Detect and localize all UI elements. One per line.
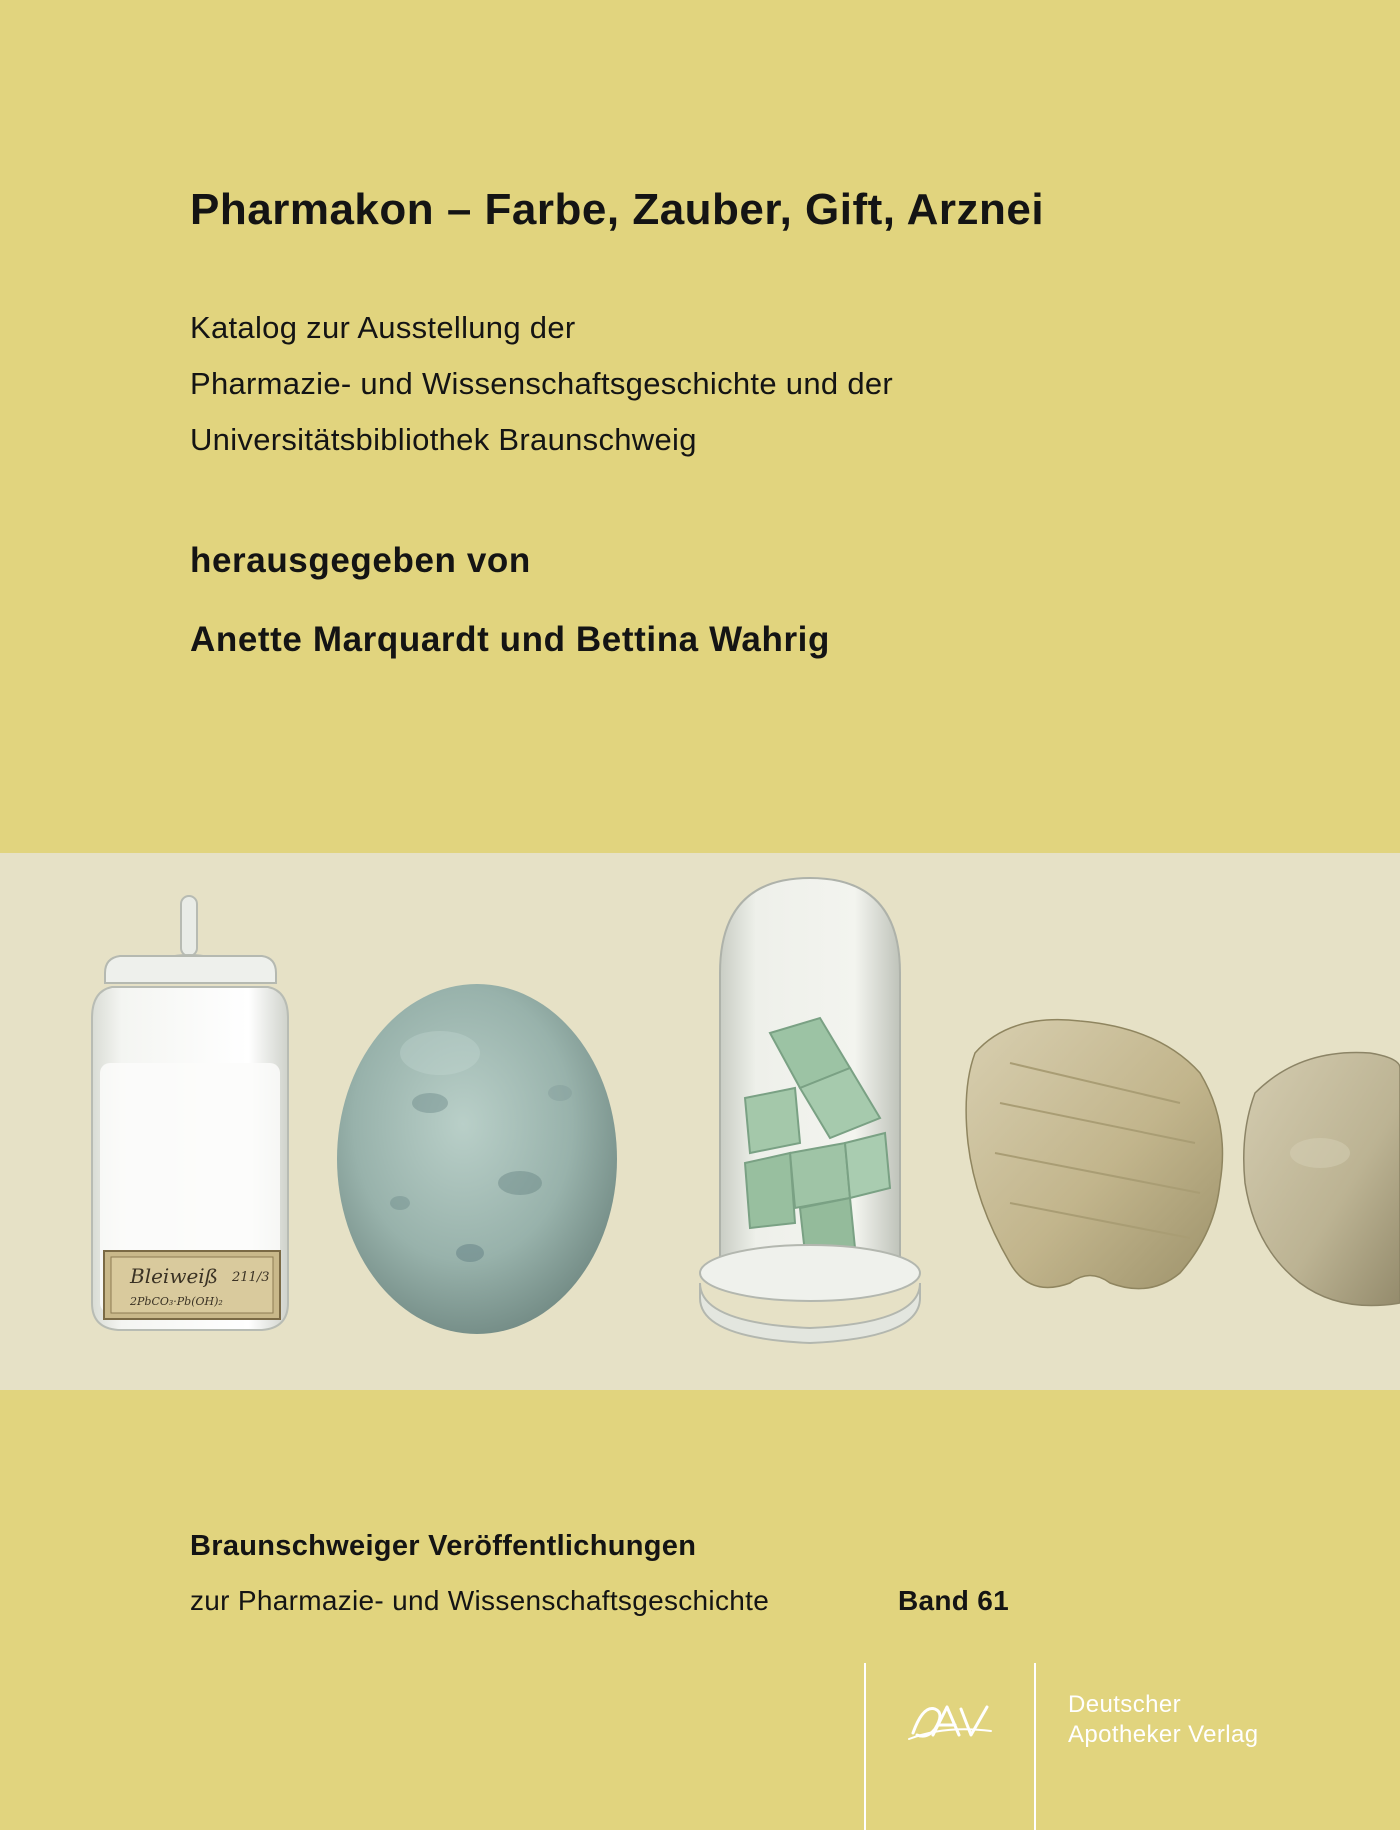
jar-label-number: 211/3: [232, 1270, 270, 1285]
cover-photo-illustration: [0, 853, 1400, 1390]
series-subtitle: zur Pharmazie- und Wissenschaftsgeschichte: [190, 1585, 770, 1616]
subtitle-line-3: Universitätsbibliothek Braunschweig: [190, 422, 697, 457]
rock-sample-one: [966, 1020, 1222, 1289]
divider-line-left: [864, 1663, 866, 1830]
divider-line-right: [1034, 1663, 1036, 1830]
dav-logo-icon: [905, 1695, 995, 1745]
publisher-line-2: Apotheker Verlag: [1068, 1721, 1259, 1748]
jar-label-text: Bleiweiß: [130, 1264, 219, 1288]
glass-jar: [92, 896, 288, 1330]
subtitle-line-1: Katalog zur Ausstellung der: [190, 310, 576, 345]
bell-jar: [700, 878, 920, 1343]
subtitle-line-2: Pharmazie- und Wissenschaftsgeschichte und der: [190, 366, 894, 401]
series-title: Braunschweiger Veröffentlichungen: [190, 1530, 697, 1562]
editors-label: herausgegeben von: [190, 541, 531, 580]
publisher-line-1: Deutscher: [1068, 1691, 1181, 1718]
cover-photo: [0, 853, 1400, 1390]
jar-label-formula: 2PbCO₃·Pb(OH)₂: [130, 1295, 223, 1308]
editors-names: Anette Marquardt und Bettina Wahrig: [190, 620, 830, 659]
title-block: [190, 180, 1290, 240]
book-title: Pharmakon – Farbe, Zauber, Gift, Arznei: [190, 185, 1045, 234]
mineral-ball: [337, 984, 617, 1334]
book-subtitle: [190, 300, 893, 468]
series-volume: Band 61: [898, 1585, 1010, 1616]
rock-sample-two: [1244, 1053, 1400, 1306]
publisher-name: [1068, 1690, 1259, 1750]
